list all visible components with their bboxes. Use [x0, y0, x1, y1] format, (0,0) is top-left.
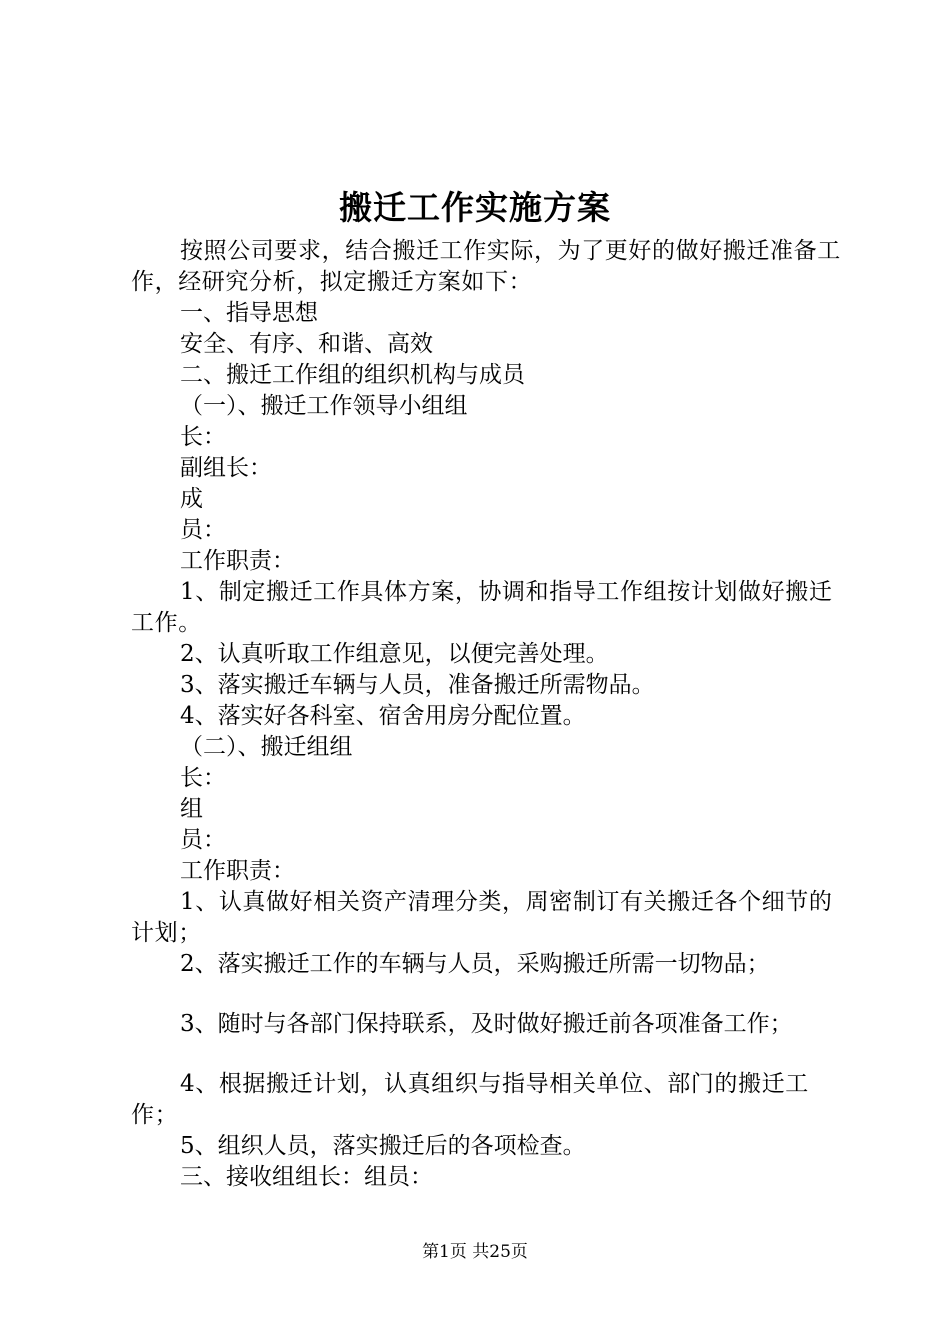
group1-duty-item: 1、制定搬迁工作具体方案，协调和指导工作组按计划做好搬迁工作。	[131, 579, 833, 636]
group2-duty-heading: 工作职责：	[180, 858, 295, 884]
intro-paragraph: 按照公司要求，结合搬迁工作实际，为了更好的做好搬迁准备工作，经研究分析，拟定搬迁方案如下：	[131, 238, 841, 295]
document-title: 搬迁工作实施方案	[339, 188, 611, 227]
group1-member-label-part1: 成	[180, 486, 203, 512]
guiding-principle-text: 安全、有序、和谐、高效	[180, 331, 433, 357]
group1-duty-heading: 工作职责：	[180, 548, 295, 574]
group1-duty-item: 3、落实搬迁车辆与人员，准备搬迁所需物品。	[180, 672, 655, 698]
section-heading-receiving-group: 三、接收组组长：组员：	[180, 1164, 433, 1190]
group2-duty-item: 2、落实搬迁工作的车辆与人员，采购搬迁所需一切物品；	[180, 951, 770, 977]
group1-heading: （一）、搬迁工作领导小组组	[180, 393, 468, 419]
group1-duty-item: 2、认真听取工作组意见，以便完善处理。	[180, 641, 609, 667]
group2-duty-item: 3、随时与各部门保持联系，及时做好搬迁前各项准备工作；	[180, 1011, 793, 1037]
group1-duty-item: 4、落实好各科室、宿舍用房分配位置。	[180, 703, 586, 729]
group2-heading: （二）、搬迁组组	[180, 734, 353, 760]
group2-duty-item: 5、组织人员，落实搬迁后的各项检查。	[180, 1133, 586, 1159]
document-body	[131, 236, 841, 1193]
section-heading-guiding-principle: 一、指导思想	[180, 300, 318, 326]
group1-member-label-part2: 员：	[180, 517, 226, 543]
group2-member-label-part2: 员：	[180, 827, 226, 853]
group1-leader-label: 长：	[180, 424, 226, 450]
page-number-footer: 第1页 共25页	[422, 1242, 528, 1262]
group1-deputy-label: 副组长：	[180, 455, 272, 481]
group2-member-label-part1: 组	[180, 796, 203, 822]
group2-leader-label: 长：	[180, 765, 226, 791]
group2-duty-item: 1、认真做好相关资产清理分类，周密制订有关搬迁各个细节的计划；	[131, 889, 833, 946]
group2-duty-item: 4、根据搬迁计划，认真组织与指导相关单位、部门的搬迁工作；	[131, 1071, 809, 1128]
section-heading-organization: 二、搬迁工作组的组织机构与成员	[180, 362, 525, 388]
